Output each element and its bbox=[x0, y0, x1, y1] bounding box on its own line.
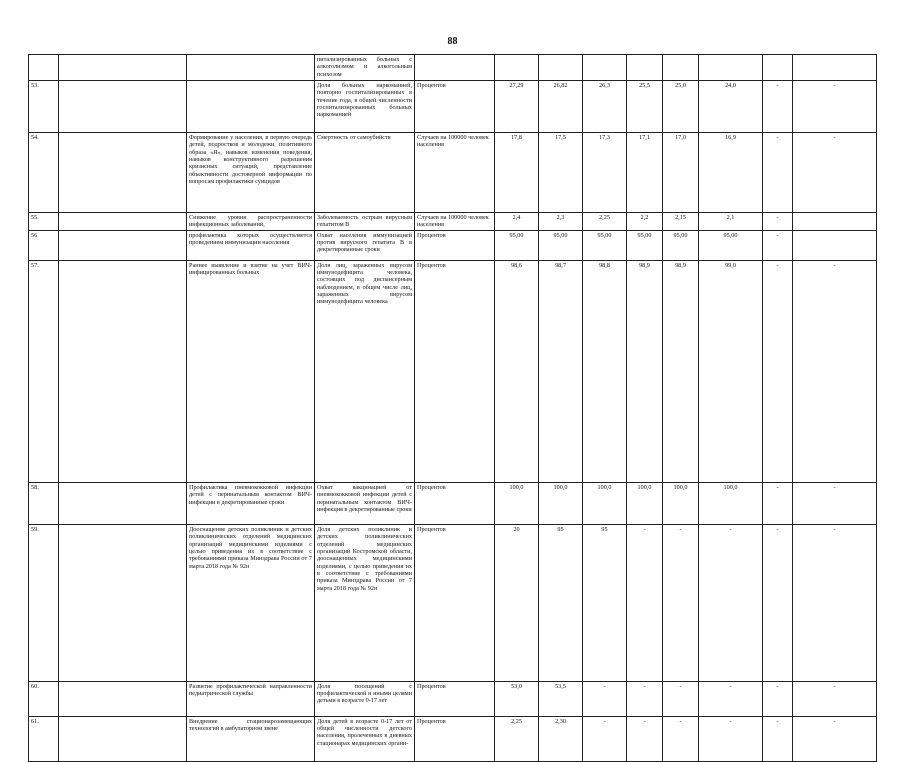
cell-value: - bbox=[793, 681, 877, 716]
cell-value bbox=[699, 55, 763, 81]
cell-value: 98,9 bbox=[627, 260, 663, 482]
cell-value bbox=[539, 55, 583, 81]
cell-unit: Процентов bbox=[415, 81, 495, 133]
cell-unit: Процентов bbox=[415, 716, 495, 761]
cell-value: 53,0 bbox=[495, 681, 539, 716]
cell-indicator: питализированных больных с алкоголизмом и алкогольным психозом bbox=[315, 55, 415, 81]
cell-value: - bbox=[763, 260, 793, 482]
cell-value: 100,0 bbox=[539, 483, 583, 525]
cell-unit: Случаев на 100000 человек населения bbox=[415, 213, 495, 231]
cell-blank bbox=[59, 133, 187, 213]
cell-blank bbox=[59, 260, 187, 482]
cell-unit: Процентов bbox=[415, 525, 495, 682]
table-body bbox=[29, 55, 877, 762]
cell-value: 95 bbox=[583, 525, 627, 682]
cell-value: - bbox=[763, 483, 793, 525]
cell-value: - bbox=[793, 260, 877, 482]
cell-value: 17,1 bbox=[627, 133, 663, 213]
cell-value: 95,00 bbox=[699, 230, 763, 260]
cell-value: - bbox=[793, 483, 877, 525]
cell-indicator: Смертность от самоубийств bbox=[315, 133, 415, 213]
cell-value: - bbox=[763, 681, 793, 716]
cell-value: 17,3 bbox=[583, 133, 627, 213]
indicators-table bbox=[28, 54, 877, 762]
cell-value: 25,5 bbox=[627, 81, 663, 133]
cell-unit: Процентов bbox=[415, 483, 495, 525]
table-row bbox=[29, 133, 877, 213]
table-row bbox=[29, 716, 877, 761]
cell-value: 20 bbox=[495, 525, 539, 682]
cell-measure: Формирование у населения, в первую очередь детей, подростков и молодежи, позитивного образа «Я», навыков изменения поведения, навыков конструктивного разрешения кризисных ситуаций, представление объективности достоверной информации по вопросам профилактики суицидов bbox=[187, 133, 315, 213]
cell-value: 17,0 bbox=[663, 133, 699, 213]
cell-value bbox=[793, 230, 877, 260]
cell-indicator: Охват населения иммунизацией против вирусного гепатита В в декретированные сроки bbox=[315, 230, 415, 260]
cell-value: - bbox=[583, 681, 627, 716]
cell-num: 60. bbox=[29, 681, 59, 716]
cell-value: - bbox=[793, 81, 877, 133]
cell-measure: Раннее выявление и взятие на учет ВИЧ-инфицированных больных bbox=[187, 260, 315, 482]
cell-unit: Процентов bbox=[415, 681, 495, 716]
cell-blank bbox=[59, 213, 187, 231]
cell-blank bbox=[59, 525, 187, 682]
cell-note bbox=[793, 55, 877, 81]
cell-unit: Случаев на 100000 человек населения bbox=[415, 133, 495, 213]
cell-value: 53,5 bbox=[539, 681, 583, 716]
cell-unit: Процентов bbox=[415, 230, 495, 260]
cell-num: 58. bbox=[29, 483, 59, 525]
cell-value: - bbox=[627, 716, 663, 761]
cell-value: - bbox=[793, 133, 877, 213]
cell-blank bbox=[59, 81, 187, 133]
cell-value: 100,0 bbox=[699, 483, 763, 525]
cell-value: 2,3 bbox=[539, 213, 583, 231]
cell-num: 61. bbox=[29, 716, 59, 761]
table-row bbox=[29, 260, 877, 482]
cell-measure: Дооснащение детских поликлиник и детских поликлинических отделений медицинских организаций медицинскими изделиями с целью приведения их в соответствие с требованиями приказа Минздрава России от 7 марта 2018 года № 92н bbox=[187, 525, 315, 682]
table-row bbox=[29, 81, 877, 133]
cell-indicator: Охват вакцинацией от пневмококковой инфекции детей с перинатальным контактом ВИЧ-инфекция в декретированные сроки bbox=[315, 483, 415, 525]
cell-blank bbox=[59, 681, 187, 716]
cell-value: 100,0 bbox=[663, 483, 699, 525]
cell-blank bbox=[59, 230, 187, 260]
cell-measure: Развитие профилактической направленности педиатрической службы bbox=[187, 681, 315, 716]
cell-value: - bbox=[663, 681, 699, 716]
cell-value bbox=[495, 55, 539, 81]
table-row-continuation bbox=[29, 55, 877, 81]
cell-value: 2,2 bbox=[627, 213, 663, 231]
cell-value: 99,0 bbox=[699, 260, 763, 482]
cell-value bbox=[627, 55, 663, 81]
cell-measure: Внедрение стационарозамещающих технологий в амбулаторном звене bbox=[187, 716, 315, 761]
cell-value: 2,30 bbox=[539, 716, 583, 761]
cell-measure: Профилактика пневмококковой инфекции детей с перинатальным контактом ВИЧ-инфекции в декретированные сроки bbox=[187, 483, 315, 525]
cell-value: 95,00 bbox=[627, 230, 663, 260]
cell-value: 98,7 bbox=[539, 260, 583, 482]
cell-num: 55. bbox=[29, 213, 59, 231]
table-row bbox=[29, 213, 877, 231]
cell-num bbox=[29, 55, 59, 81]
cell-unit: Процентов bbox=[415, 260, 495, 482]
cell-indicator: Доля больных наркоманией, повторно госпитализированных в течение года, в общей численности госпитализированных больных наркоманией bbox=[315, 81, 415, 133]
cell-blank bbox=[59, 483, 187, 525]
cell-value: 95,00 bbox=[495, 230, 539, 260]
cell-indicator: Заболеваемость острым вирусным гепатитом В bbox=[315, 213, 415, 231]
cell-value: 100,0 bbox=[583, 483, 627, 525]
cell-value: - bbox=[583, 716, 627, 761]
cell-value: 2,1 bbox=[699, 213, 763, 231]
cell-value: - bbox=[699, 525, 763, 682]
table-row bbox=[29, 681, 877, 716]
cell-value: - bbox=[663, 716, 699, 761]
cell-value: 98,8 bbox=[583, 260, 627, 482]
cell-value: 2,15 bbox=[663, 213, 699, 231]
cell-value: 2,4 bbox=[495, 213, 539, 231]
cell-unit bbox=[415, 55, 495, 81]
cell-value bbox=[763, 55, 793, 81]
cell-num: 54. bbox=[29, 133, 59, 213]
cell-value bbox=[663, 55, 699, 81]
cell-num: 56 bbox=[29, 230, 59, 260]
cell-value: - bbox=[763, 133, 793, 213]
cell-value: - bbox=[699, 716, 763, 761]
table-row bbox=[29, 230, 877, 260]
cell-measure: профилактика которых осуществляется проведением иммунизации населения bbox=[187, 230, 315, 260]
cell-measure: Снижение уровня распространенности инфекционных заболеваний, bbox=[187, 213, 315, 231]
cell-value: 95,00 bbox=[583, 230, 627, 260]
cell-value: 27,29 bbox=[495, 81, 539, 133]
cell-value: 26,82 bbox=[539, 81, 583, 133]
cell-value: 2,25 bbox=[495, 716, 539, 761]
cell-indicator: Доля посещений с профилактической и иными целями детьми в возрасте 0-17 лет bbox=[315, 681, 415, 716]
table-row bbox=[29, 525, 877, 682]
cell-value: 98,9 bbox=[663, 260, 699, 482]
cell-value: - bbox=[793, 525, 877, 682]
cell-value: - bbox=[793, 716, 877, 761]
cell-blank bbox=[59, 716, 187, 761]
cell-value: - bbox=[763, 525, 793, 682]
cell-value: - bbox=[763, 230, 793, 260]
cell-value: 100,0 bbox=[627, 483, 663, 525]
cell-value: 2,25 bbox=[583, 213, 627, 231]
cell-value: 17,8 bbox=[495, 133, 539, 213]
cell-indicator: Доля детских поликлиник и детских поликлинических отделений медицинских организаций Костромской области, дооснащенных медицинскими изделиями, с целью приведения их в соответствие с требованиями приказа Минздрава России от 7 марта 2018 года № 92н bbox=[315, 525, 415, 682]
cell-value: - bbox=[763, 716, 793, 761]
cell-value bbox=[793, 213, 877, 231]
cell-value: - bbox=[763, 213, 793, 231]
cell-value: - bbox=[763, 81, 793, 133]
cell-value: - bbox=[627, 681, 663, 716]
cell-value: 26,3 bbox=[583, 81, 627, 133]
cell-num: 59. bbox=[29, 525, 59, 682]
cell-value: 100,0 bbox=[495, 483, 539, 525]
cell-num: 57. bbox=[29, 260, 59, 482]
cell-measure bbox=[187, 81, 315, 133]
cell-value: - bbox=[627, 525, 663, 682]
cell-indicator: Доля детей в возрасте 0-17 лет от общей численности детского населения, пролеченных в дневных стационарах медицинских органи- bbox=[315, 716, 415, 761]
cell-value: 25,0 bbox=[663, 81, 699, 133]
page-number: 88 bbox=[447, 36, 458, 47]
cell-measure bbox=[187, 55, 315, 81]
cell-value: 95,00 bbox=[539, 230, 583, 260]
cell-blank bbox=[59, 55, 187, 81]
table-row bbox=[29, 483, 877, 525]
cell-value: 17,5 bbox=[539, 133, 583, 213]
cell-indicator: Доля лиц, зараженных вирусом иммунодефицита человека, состоящих под диспансерным наблюдением, в общем числе лиц, зараженных вирусом иммунодефицита человека bbox=[315, 260, 415, 482]
cell-value: 95 bbox=[539, 525, 583, 682]
cell-num: 53. bbox=[29, 81, 59, 133]
cell-value: 16,9 bbox=[699, 133, 763, 213]
cell-value bbox=[583, 55, 627, 81]
cell-value: 24,0 bbox=[699, 81, 763, 133]
cell-value: - bbox=[663, 525, 699, 682]
cell-value: - bbox=[699, 681, 763, 716]
cell-value: 98,6 bbox=[495, 260, 539, 482]
cell-value: 95,00 bbox=[663, 230, 699, 260]
